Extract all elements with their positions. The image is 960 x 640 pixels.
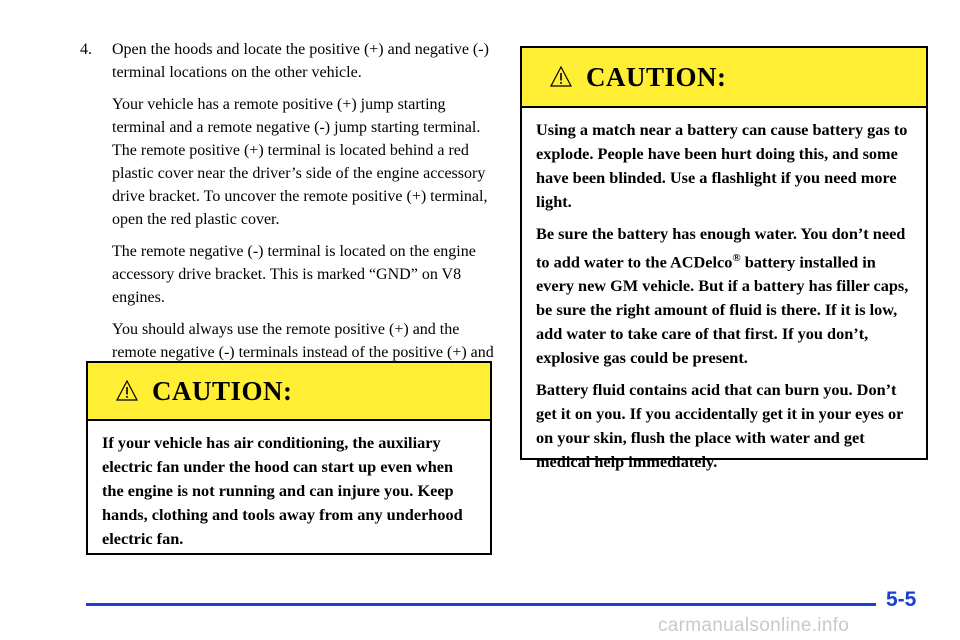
warning-triangle-icon <box>116 380 138 402</box>
caution-header <box>522 48 926 108</box>
caution-box-battery <box>520 46 928 472</box>
warning-triangle-icon <box>550 66 572 88</box>
caution-title: CAUTION: <box>586 61 727 92</box>
caution-text: If your vehicle has air conditioning, the auxiliary electric fan under the hood can start up even when the engine is not running and can injure you. Keep hands, clothing and tools away from any underhood electric fan. <box>102 433 463 548</box>
watermark: carmanualsonline.info <box>658 615 850 636</box>
step-4 <box>80 38 500 396</box>
caution-header <box>88 363 490 421</box>
caution-body <box>88 421 490 551</box>
caution-title: CAUTION: <box>152 375 293 406</box>
caution-text: Battery fluid contains acid that can burn you. Don’t get it on you. If you accidentally get it in your eyes or on your skin, flush the place with water and get medical help immediately. <box>536 380 904 472</box>
step-paragraph: Open the hoods and locate the positive (+) and negative (-) terminal locations on the other vehicle. <box>112 41 489 81</box>
step-paragraph: The remote negative (-) terminal is located on the engine accessory drive bracket. This is marked “GND” on V8 engines. <box>112 243 476 306</box>
caution-text: Using a match near a battery can cause battery gas to explode. People have been hurt doing this, and some have been blinded. Use a flashlight if you need more light. <box>536 120 908 211</box>
footer-rule <box>86 603 876 606</box>
step-paragraph: You should always use the remote positive (+) and the remote negative (-) terminals instead of the positive (+) and <box>112 321 494 361</box>
step-number: 4. <box>80 41 92 58</box>
page-number: 5-5 <box>886 588 917 611</box>
registered-mark: ® <box>732 252 741 264</box>
caution-text-part: battery installed in every new GM vehicle. But if a battery has filler caps, be sure the right amount of fluid is there. If it is low, add water to take care of that first. If you don’t, explosive gas could be present. <box>536 252 909 368</box>
caution-text-part: Be sure the battery has enough water. You don’t need to add water to the ACDelco <box>536 224 906 272</box>
instruction-step <box>80 38 500 396</box>
caution-box-fan <box>86 361 492 555</box>
step-paragraph: Your vehicle has a remote positive (+) jump starting terminal and a remote negative (-) jump starting terminal. The remote positive (+) terminal is located behind a red plastic cover near the driver’s side of the engine accessory drive bracket. To uncover the remote positive (+) terminal, open the red plastic cover. <box>112 96 488 228</box>
caution-text <box>536 222 912 370</box>
step-body <box>112 38 500 396</box>
caution-body <box>522 108 926 474</box>
